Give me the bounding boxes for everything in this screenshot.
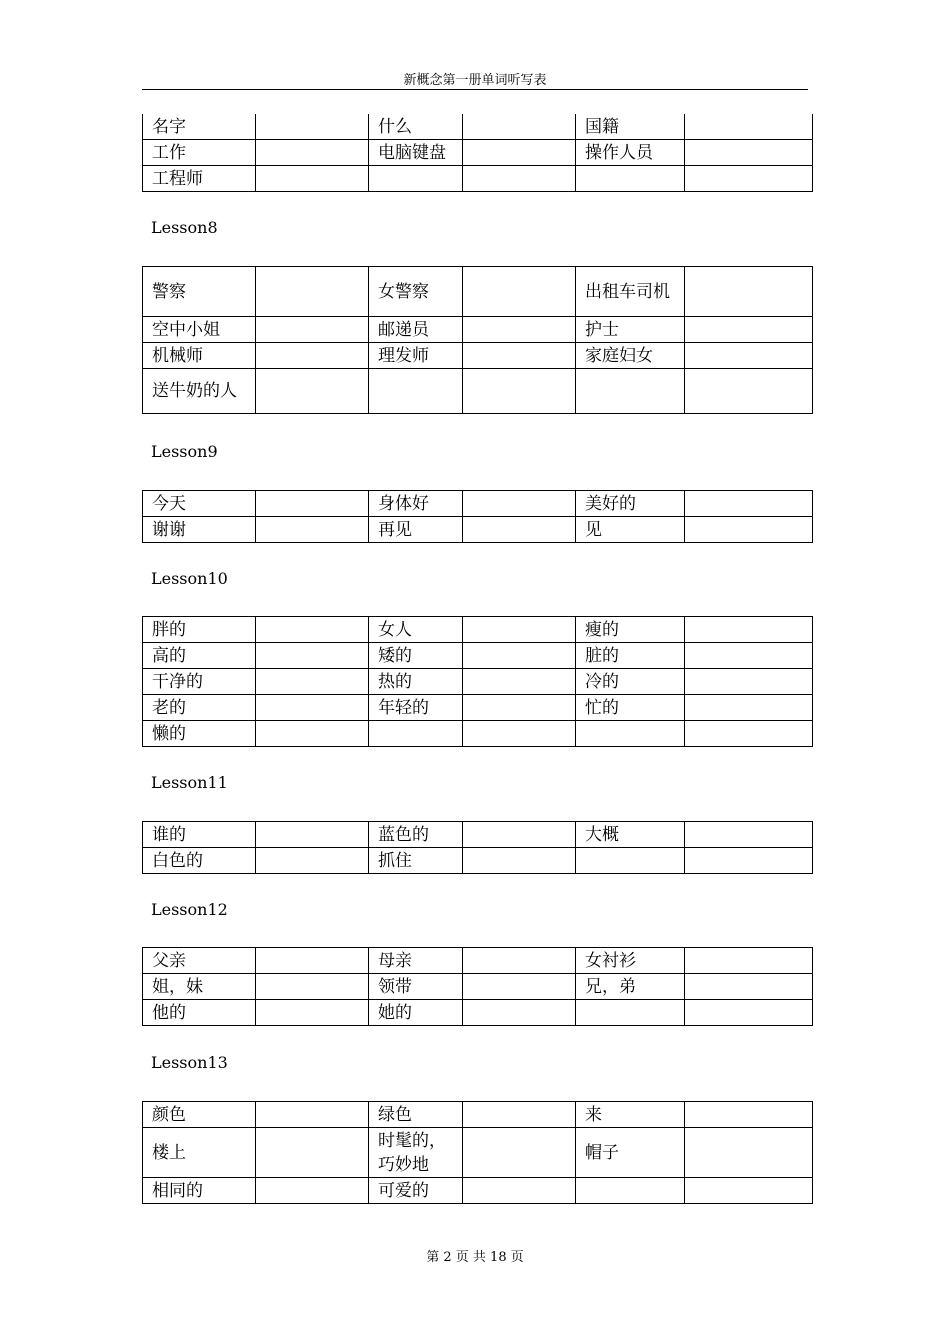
answer-cell [256, 517, 369, 543]
word-cell: 来 [576, 1102, 685, 1128]
word-cell: 脏的 [576, 643, 685, 669]
word-cell: 名字 [143, 114, 256, 140]
vocab-table-continued [142, 114, 813, 192]
table-row [143, 1000, 813, 1026]
lesson-title: Lesson12 [151, 900, 228, 919]
table-row [143, 643, 813, 669]
vocab-table-lesson10 [142, 616, 813, 747]
word-cell: 母亲 [369, 948, 463, 974]
word-cell [369, 166, 463, 192]
answer-cell [256, 343, 369, 369]
answer-cell [463, 114, 576, 140]
answer-cell [463, 848, 576, 874]
answer-cell [256, 1000, 369, 1026]
answer-cell [463, 343, 576, 369]
answer-cell [463, 1102, 576, 1128]
word-cell: 警察 [143, 267, 256, 317]
vocab-table-lesson11 [142, 821, 813, 874]
word-cell: 胖的 [143, 617, 256, 643]
word-cell: 什么 [369, 114, 463, 140]
word-cell [576, 1178, 685, 1204]
vocab-table-lesson8 [142, 266, 813, 414]
answer-cell [256, 166, 369, 192]
table-row [143, 948, 813, 974]
table-row [143, 617, 813, 643]
word-cell: 他的 [143, 1000, 256, 1026]
word-cell: 年轻的 [369, 695, 463, 721]
vocab-table-lesson9 [142, 490, 813, 543]
word-cell: 女警察 [369, 267, 463, 317]
answer-cell [256, 848, 369, 874]
word-cell: 工程师 [143, 166, 256, 192]
answer-cell [463, 317, 576, 343]
answer-cell [685, 695, 813, 721]
lesson-title: Lesson9 [151, 442, 218, 461]
answer-cell [463, 1128, 576, 1178]
answer-cell [463, 517, 576, 543]
word-cell: 今天 [143, 491, 256, 517]
lesson-title: Lesson13 [151, 1053, 228, 1072]
word-cell: 绿色 [369, 1102, 463, 1128]
lesson-title: Lesson11 [151, 773, 228, 792]
table-row [143, 114, 813, 140]
answer-cell [256, 669, 369, 695]
answer-cell [256, 643, 369, 669]
word-cell: 家庭妇女 [576, 343, 685, 369]
word-cell: 大概 [576, 822, 685, 848]
answer-cell [685, 1102, 813, 1128]
table-row [143, 721, 813, 747]
answer-cell [463, 974, 576, 1000]
word-cell: 颜色 [143, 1102, 256, 1128]
answer-cell [685, 317, 813, 343]
word-cell: 身体好 [369, 491, 463, 517]
table-row [143, 848, 813, 874]
word-cell: 瘦的 [576, 617, 685, 643]
word-cell: 工作 [143, 140, 256, 166]
answer-cell [685, 343, 813, 369]
word-cell: 出租车司机 [576, 267, 685, 317]
table-row [143, 140, 813, 166]
table-row [143, 822, 813, 848]
answer-cell [256, 822, 369, 848]
answer-cell [685, 822, 813, 848]
page-header [142, 72, 808, 90]
word-cell: 理发师 [369, 343, 463, 369]
vocab-table-lesson12 [142, 947, 813, 1026]
answer-cell [685, 1000, 813, 1026]
answer-cell [463, 369, 576, 414]
answer-cell [685, 721, 813, 747]
word-cell: 干净的 [143, 669, 256, 695]
answer-cell [685, 974, 813, 1000]
word-cell: 冷的 [576, 669, 685, 695]
answer-cell [685, 669, 813, 695]
word-cell: 抓住 [369, 848, 463, 874]
answer-cell [256, 695, 369, 721]
answer-cell [463, 267, 576, 317]
word-cell: 谢谢 [143, 517, 256, 543]
answer-cell [685, 848, 813, 874]
answer-cell [685, 267, 813, 317]
answer-cell [685, 517, 813, 543]
word-cell: 蓝色的 [369, 822, 463, 848]
answer-cell [256, 721, 369, 747]
answer-cell [256, 317, 369, 343]
answer-cell [463, 948, 576, 974]
answer-cell [463, 491, 576, 517]
word-cell: 她的 [369, 1000, 463, 1026]
answer-cell [685, 617, 813, 643]
word-cell [369, 369, 463, 414]
answer-cell [256, 369, 369, 414]
word-cell: 高的 [143, 643, 256, 669]
answer-cell [256, 617, 369, 643]
word-cell: 女衬衫 [576, 948, 685, 974]
word-cell [576, 369, 685, 414]
answer-cell [463, 1178, 576, 1204]
table-row [143, 369, 813, 414]
word-cell: 帽子 [576, 1128, 685, 1178]
table-row [143, 267, 813, 317]
answer-cell [463, 695, 576, 721]
word-cell: 邮递员 [369, 317, 463, 343]
word-cell [369, 721, 463, 747]
answer-cell [256, 1128, 369, 1178]
word-cell [576, 1000, 685, 1026]
page-footer [0, 1249, 950, 1266]
word-cell [576, 166, 685, 192]
word-cell: 姐，妹 [143, 974, 256, 1000]
word-cell: 懒的 [143, 721, 256, 747]
word-cell: 机械师 [143, 343, 256, 369]
lesson-title: Lesson8 [151, 218, 218, 237]
table-row [143, 974, 813, 1000]
answer-cell [685, 491, 813, 517]
word-cell: 护士 [576, 317, 685, 343]
word-cell: 兄，弟 [576, 974, 685, 1000]
table-row [143, 517, 813, 543]
answer-cell [256, 267, 369, 317]
word-cell: 父亲 [143, 948, 256, 974]
word-cell: 见 [576, 517, 685, 543]
word-cell: 空中小姐 [143, 317, 256, 343]
answer-cell [685, 140, 813, 166]
table-row [143, 1128, 813, 1178]
answer-cell [685, 166, 813, 192]
answer-cell [463, 822, 576, 848]
word-cell [576, 848, 685, 874]
table-row [143, 343, 813, 369]
page-number: 第 2 页 共 18 页 [426, 1250, 524, 1265]
header-title: 新概念第一册单词听写表 [403, 73, 547, 88]
word-cell: 相同的 [143, 1178, 256, 1204]
word-cell: 操作人员 [576, 140, 685, 166]
word-cell: 忙的 [576, 695, 685, 721]
answer-cell [685, 1178, 813, 1204]
word-cell: 可爱的 [369, 1178, 463, 1204]
answer-cell [256, 491, 369, 517]
answer-cell [256, 1178, 369, 1204]
answer-cell [463, 643, 576, 669]
word-cell: 热的 [369, 669, 463, 695]
answer-cell [256, 1102, 369, 1128]
answer-cell [463, 721, 576, 747]
answer-cell [256, 948, 369, 974]
answer-cell [463, 1000, 576, 1026]
word-cell: 老的 [143, 695, 256, 721]
answer-cell [463, 140, 576, 166]
answer-cell [685, 1128, 813, 1178]
answer-cell [256, 114, 369, 140]
table-row [143, 491, 813, 517]
answer-cell [463, 669, 576, 695]
word-cell: 女人 [369, 617, 463, 643]
table-row [143, 1102, 813, 1128]
word-cell: 时髦的，巧妙地 [369, 1128, 463, 1178]
table-row [143, 166, 813, 192]
answer-cell [463, 166, 576, 192]
table-row [143, 1178, 813, 1204]
word-cell: 谁的 [143, 822, 256, 848]
word-cell: 国籍 [576, 114, 685, 140]
word-cell: 美好的 [576, 491, 685, 517]
answer-cell [256, 140, 369, 166]
table-row [143, 695, 813, 721]
answer-cell [685, 114, 813, 140]
vocab-table-lesson13 [142, 1101, 813, 1204]
word-cell: 楼上 [143, 1128, 256, 1178]
word-cell: 领带 [369, 974, 463, 1000]
word-cell [576, 721, 685, 747]
answer-cell [256, 974, 369, 1000]
table-row [143, 317, 813, 343]
word-cell: 再见 [369, 517, 463, 543]
word-cell: 电脑键盘 [369, 140, 463, 166]
answer-cell [685, 369, 813, 414]
answer-cell [463, 617, 576, 643]
answer-cell [685, 643, 813, 669]
word-cell: 白色的 [143, 848, 256, 874]
word-cell: 矮的 [369, 643, 463, 669]
lesson-title: Lesson10 [151, 569, 228, 588]
answer-cell [685, 948, 813, 974]
word-cell: 送牛奶的人 [143, 369, 256, 414]
table-row [143, 669, 813, 695]
